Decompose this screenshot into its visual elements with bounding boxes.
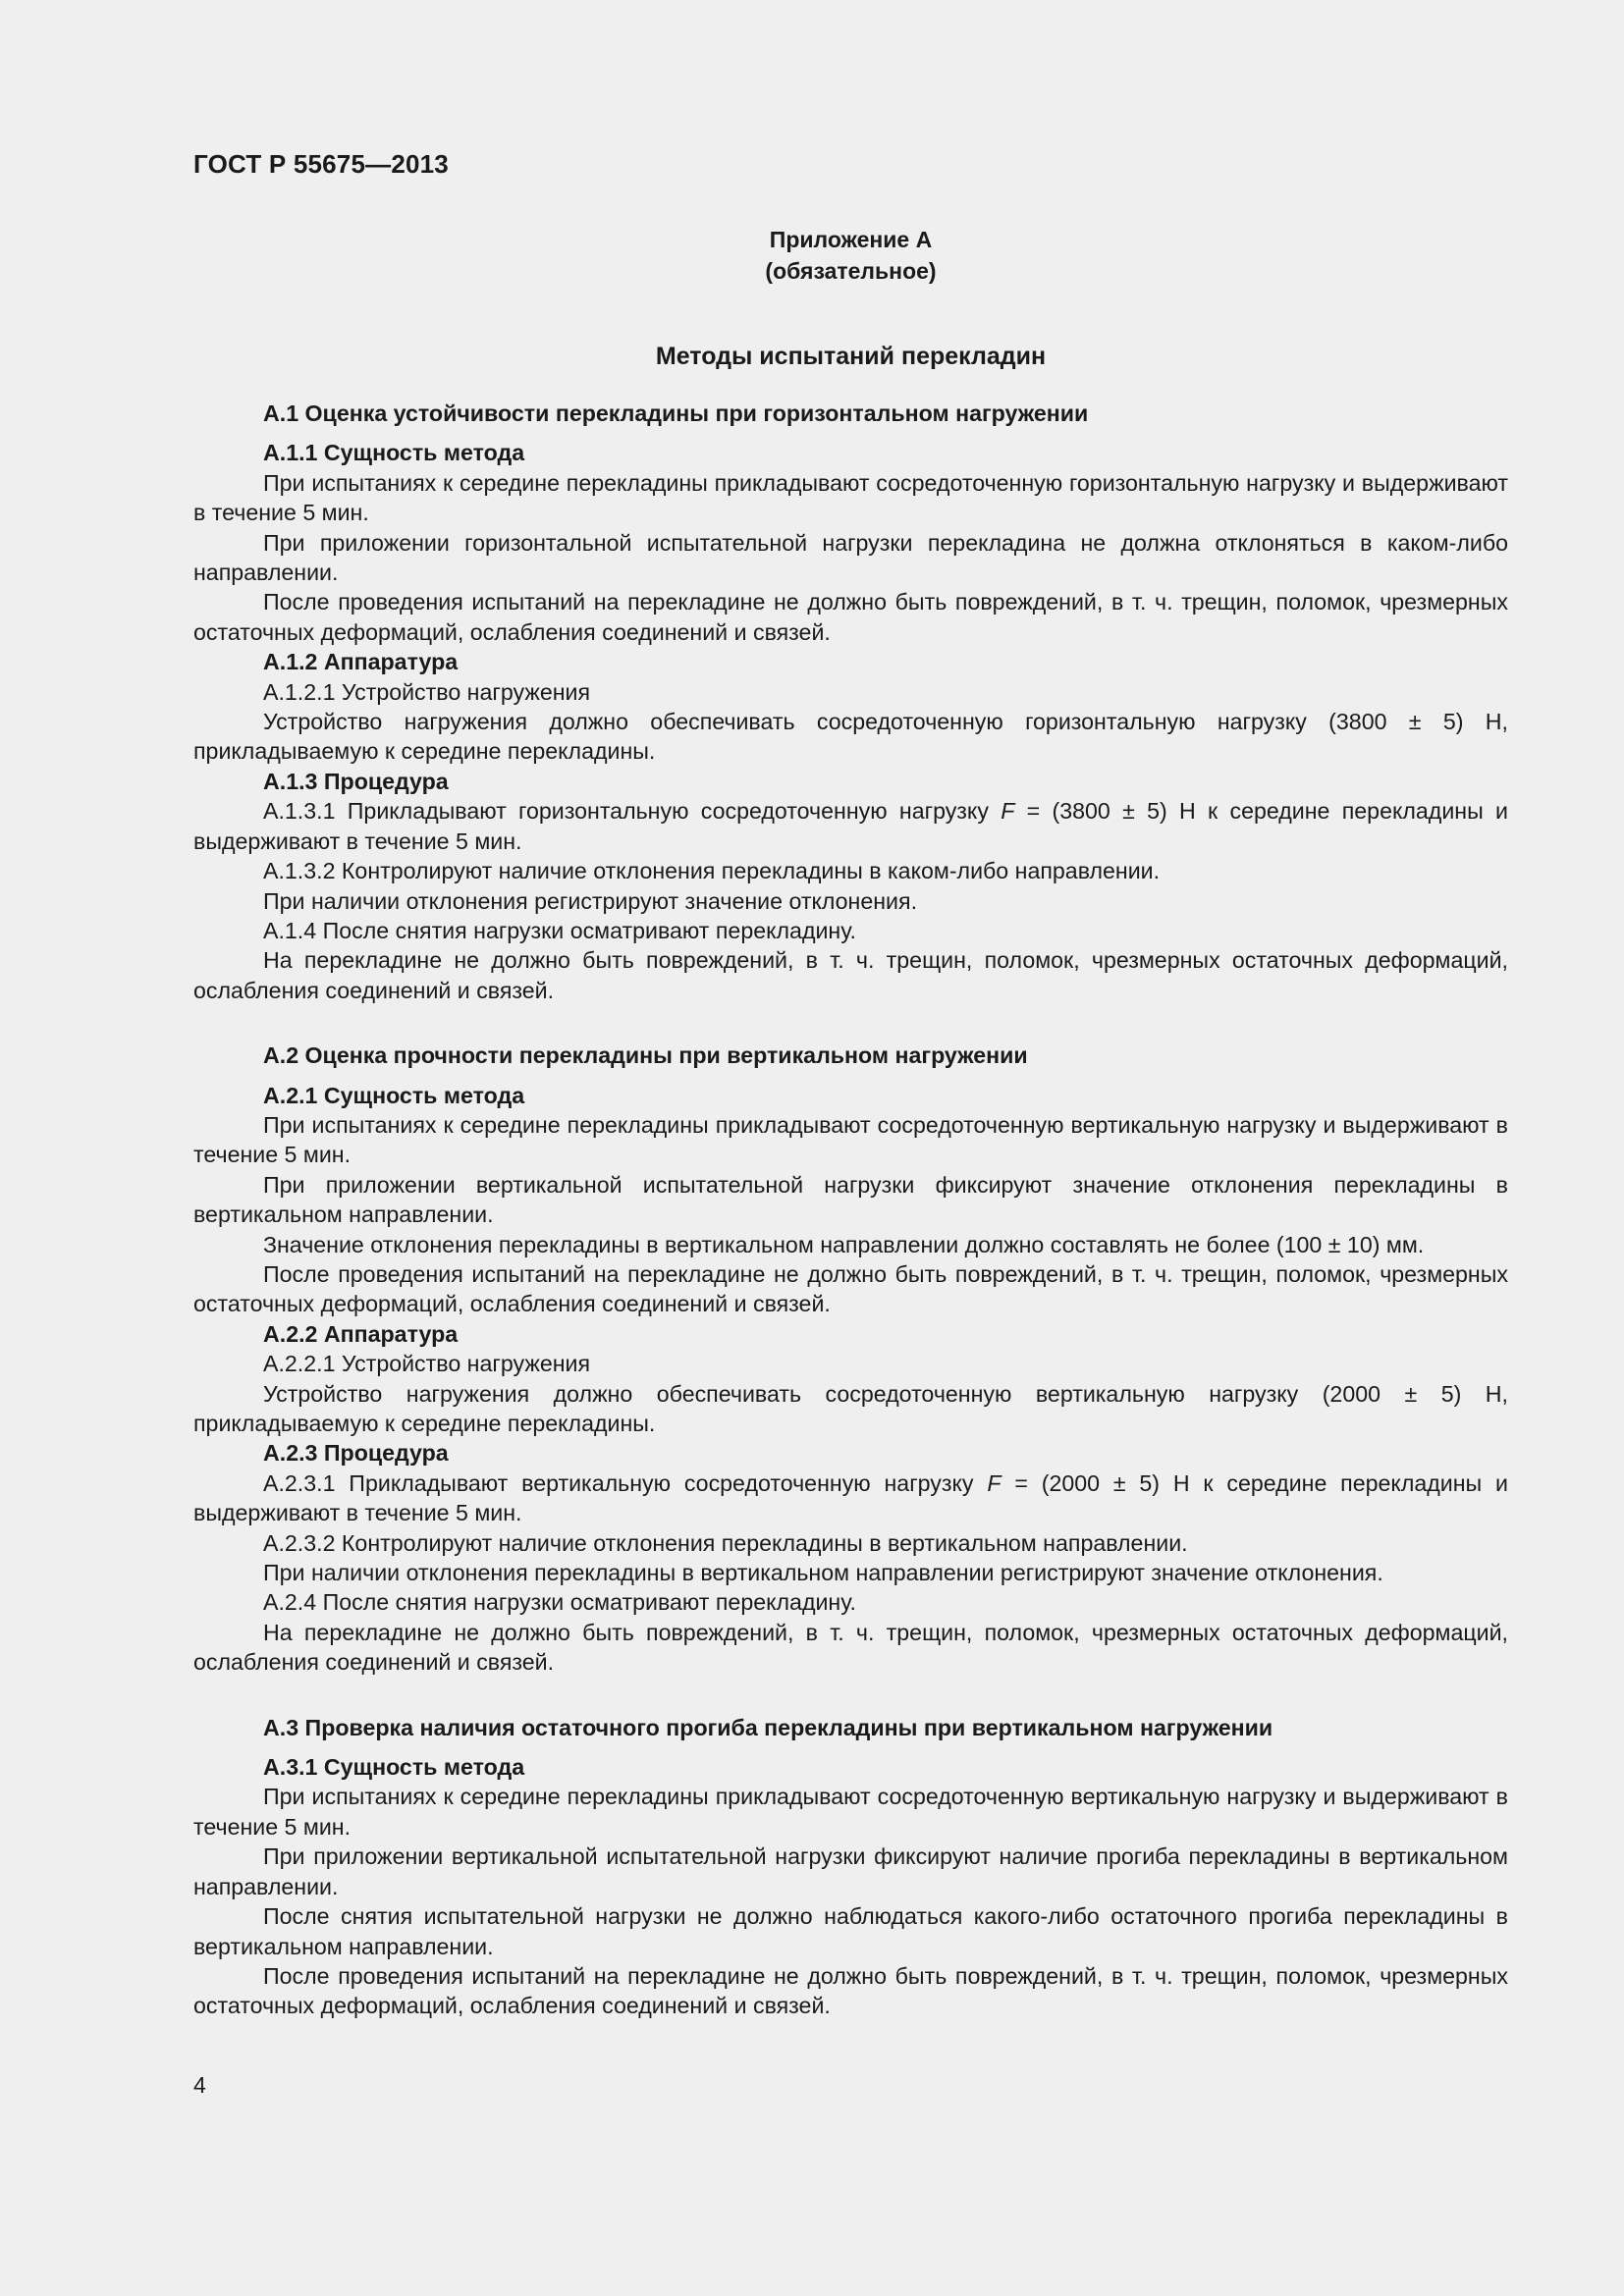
- paragraph: А.1.3.2 Контролируют наличие отклонения перекладины в каком-либо направлении.: [263, 858, 1161, 884]
- paragraph: После проведения испытаний на перекладине не должно быть повреждений, в т. ч. трещин, поломок, чрезмерных остаточных деформаций, ослабления соединений и связей.: [193, 1962, 1508, 2019]
- paragraph: А.1.4 После снятия нагрузки осматривают перекладину.: [263, 917, 856, 943]
- paragraph-text: А.2.3.1 Прикладывают вертикальную сосредоточенную нагрузку: [263, 1469, 988, 1496]
- subsection-a2-3-heading: А.2.3 Процедура: [263, 1440, 449, 1467]
- paragraph: [193, 796, 1508, 856]
- paragraph: [193, 1468, 1508, 1528]
- paragraph: После снятия испытательной нагрузки не должно наблюдаться какого-либо остаточного прогиба перекладины в вертикальном направлении.: [193, 1903, 1508, 1959]
- page-number: 4: [193, 2072, 206, 2098]
- section-a2-title: А.2 Оценка прочности перекладины при вертикальном нагружении: [263, 1042, 1028, 1069]
- paragraph: При испытаниях к середине перекладины прикладывают сосредоточенную горизонтальную нагрузку и выдерживают в течение 5 мин.: [193, 469, 1508, 526]
- appendix-status: (обязательное): [765, 258, 937, 284]
- paragraph: А.1.2.1 Устройство нагружения: [263, 678, 591, 705]
- paragraph: При приложении горизонтальной испытательной нагрузки перекладина не должна отклоняться в каком-либо направлении.: [193, 529, 1508, 586]
- paragraph: А.2.2.1 Устройство нагружения: [263, 1351, 591, 1377]
- section-a3-title: А.3 Проверка наличия остаточного прогиба перекладины при вертикальном нагружении: [263, 1714, 1273, 1740]
- subsection-a3-1-heading: А.3.1 Сущность метода: [263, 1754, 525, 1781]
- paragraph: На перекладине не должно быть повреждений, в т. ч. трещин, поломок, чрезмерных остаточных деформаций, ослабления соединений и связей.: [193, 947, 1508, 1003]
- paragraph-text: А.1.3.1 Прикладывают горизонтальную сосредоточенную нагрузку: [263, 798, 1001, 825]
- paragraph: При испытаниях к середине перекладины прикладывают сосредоточенную вертикальную нагрузку и выдерживают в течение 5 мин.: [193, 1784, 1508, 1840]
- paragraph: А.2.4 После снятия нагрузки осматривают перекладину.: [263, 1589, 856, 1616]
- appendix-title: Методы испытаний перекладин: [655, 343, 1047, 370]
- document-code: ГОСТ Р 55675—2013: [193, 149, 449, 179]
- subsection-a1-1-heading: А.1.1 Сущность метода: [263, 440, 525, 466]
- paragraph: При испытаниях к середине перекладины прикладывают сосредоточенную вертикальную нагрузку и выдерживают в течение 5 мин.: [193, 1111, 1508, 1168]
- paragraph: Значение отклонения перекладины в вертикальном направлении должно составлять не более (100 ± 10) мм.: [263, 1231, 1425, 1257]
- paragraph: На перекладине не должно быть повреждений, в т. ч. трещин, поломок, чрезмерных остаточных деформаций, ослабления соединений и связей.: [193, 1619, 1508, 1676]
- appendix-label: Приложение А: [769, 227, 933, 252]
- subsection-a1-3-heading: А.1.3 Процедура: [263, 768, 449, 794]
- subsection-a1-2-heading: А.1.2 Аппаратура: [263, 649, 459, 675]
- subsection-a2-2-heading: А.2.2 Аппаратура: [263, 1320, 459, 1347]
- paragraph: После проведения испытаний на перекладине не должно быть повреждений, в т. ч. трещин, поломок, чрезмерных остаточных деформаций, ослабления соединений и связей.: [193, 589, 1508, 645]
- paragraph: А.2.3.2 Контролируют наличие отклонения перекладины в вертикальном направлении.: [263, 1529, 1188, 1556]
- paragraph-text: = (2000 ± 5) Н к середине перекладины и выдерживают в течение 5 мин.: [193, 1469, 1508, 1526]
- force-variable: F: [1001, 798, 1015, 825]
- paragraph: Устройство нагружения должно обеспечивать сосредоточенную вертикальную нагрузку (2000 ± 5) Н, прикладываемую к середине перекладины.: [193, 1380, 1508, 1436]
- paragraph: При наличии отклонения регистрируют значение отклонения.: [263, 887, 918, 914]
- paragraph-text: = (3800 ± 5) Н к середине перекладины и выдерживают в течение 5 мин.: [193, 798, 1508, 854]
- section-a1-title: А.1 Оценка устойчивости перекладины при горизонтальном нагружении: [263, 400, 1089, 426]
- paragraph: При приложении вертикальной испытательной нагрузки фиксируют значение отклонения перекладины в вертикальном направлении.: [193, 1171, 1508, 1228]
- subsection-a2-1-heading: А.2.1 Сущность метода: [263, 1082, 525, 1108]
- document-body: [193, 399, 1508, 2021]
- spacer: [193, 1005, 1508, 1029]
- paragraph: После проведения испытаний на перекладине не должно быть повреждений, в т. ч. трещин, поломок, чрезмерных остаточных деформаций, ослабления соединений и связей.: [193, 1260, 1508, 1317]
- spacer: [193, 1678, 1508, 1701]
- paragraph: При приложении вертикальной испытательной нагрузки фиксируют наличие прогиба перекладины в вертикальном направлении.: [193, 1843, 1508, 1899]
- paragraph: Устройство нагружения должно обеспечивать сосредоточенную горизонтальную нагрузку (3800 ± 5) Н, прикладываемую к середине перекладины.: [193, 709, 1508, 765]
- paragraph: При наличии отклонения перекладины в вертикальном направлении регистрируют значение отклонения.: [263, 1560, 1383, 1586]
- force-variable: F: [987, 1469, 1001, 1496]
